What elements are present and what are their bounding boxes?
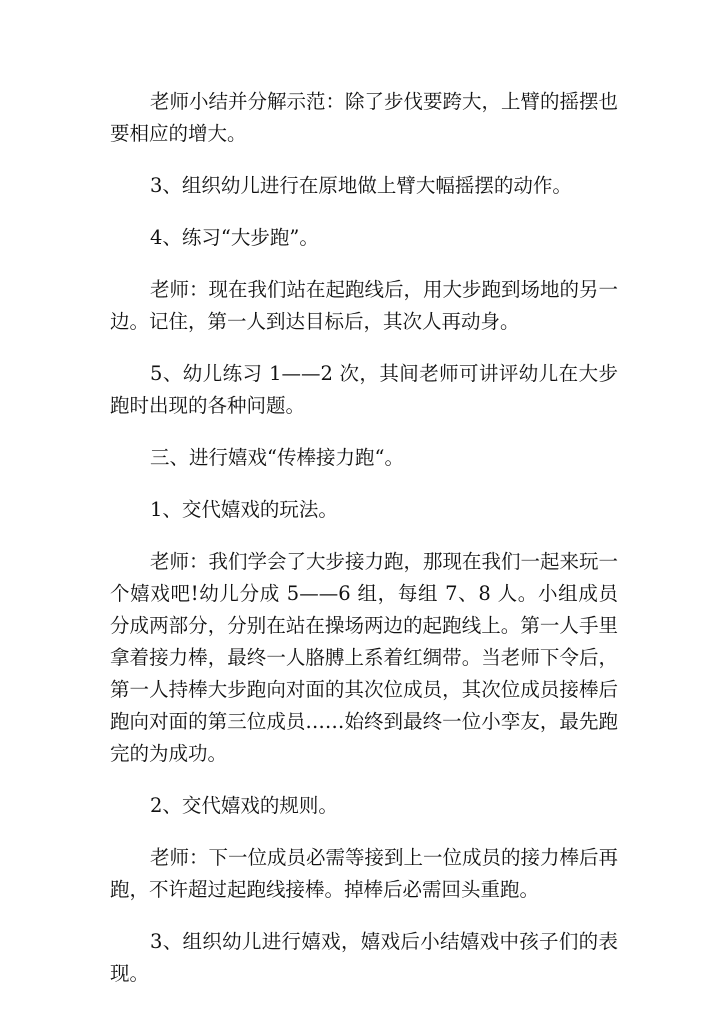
paragraph-step-3-play-game: 3、组织幼儿进行嬉戏，嬉戏后小结嬉戏中孩子们的表现。 [110, 930, 618, 985]
section-heading-relay-game: 三、进行嬉戏“传棒接力跑“。 [150, 446, 404, 469]
paragraph-summary-demo: 老师小结并分解示范：除了步伐要跨大，上臂的摇摆也要相应的增大。 [110, 90, 619, 145]
paragraph-game-method-heading: 1、交代嬉戏的玩法。 [150, 498, 338, 521]
paragraph-step-3-arm-swing: 3、组织幼儿进行在原地做上臂大幅摇摆的动作。 [150, 174, 572, 197]
paragraph-game-method: 老师：我们学会了大步接力跑，那现在我们一起来玩一个嬉戏吧!幼儿分成 5——6 组，每组 7、8 人。小组成员分成两部分，分别在站在操场两边的起跑线上。第一人手里拿着接力棒，最终一人胳膊上系着红绸带。当老师下令后，第一人持棒大步跑向对面的其次位成员，其次位成员接棒后跑向对面的第三位成员……始终到最终一位小孪友，最先跑完的为成功。 [110, 550, 619, 765]
paragraph-step-5-practice: 5、幼儿练习 1——2 次，其间老师可讲评幼儿在大步跑时出现的各种问题。 [110, 362, 618, 417]
document-body [110, 86, 618, 990]
paragraph-game-rules: 老师：下一位成员必需等接到上一位成员的接力棒后再跑，不许超过起跑线接棒。掉棒后必需回头重跑。 [110, 846, 619, 901]
paragraph-step-4-practice: 4、练习“大步跑”。 [150, 226, 319, 249]
paragraph-teacher-instructions: 老师：现在我们站在起跑线后，用大步跑到场地的另一边。记住，第一人到达目标后，其次人再动身。 [110, 278, 619, 333]
paragraph-game-rules-heading: 2、交代嬉戏的规则。 [150, 794, 338, 817]
